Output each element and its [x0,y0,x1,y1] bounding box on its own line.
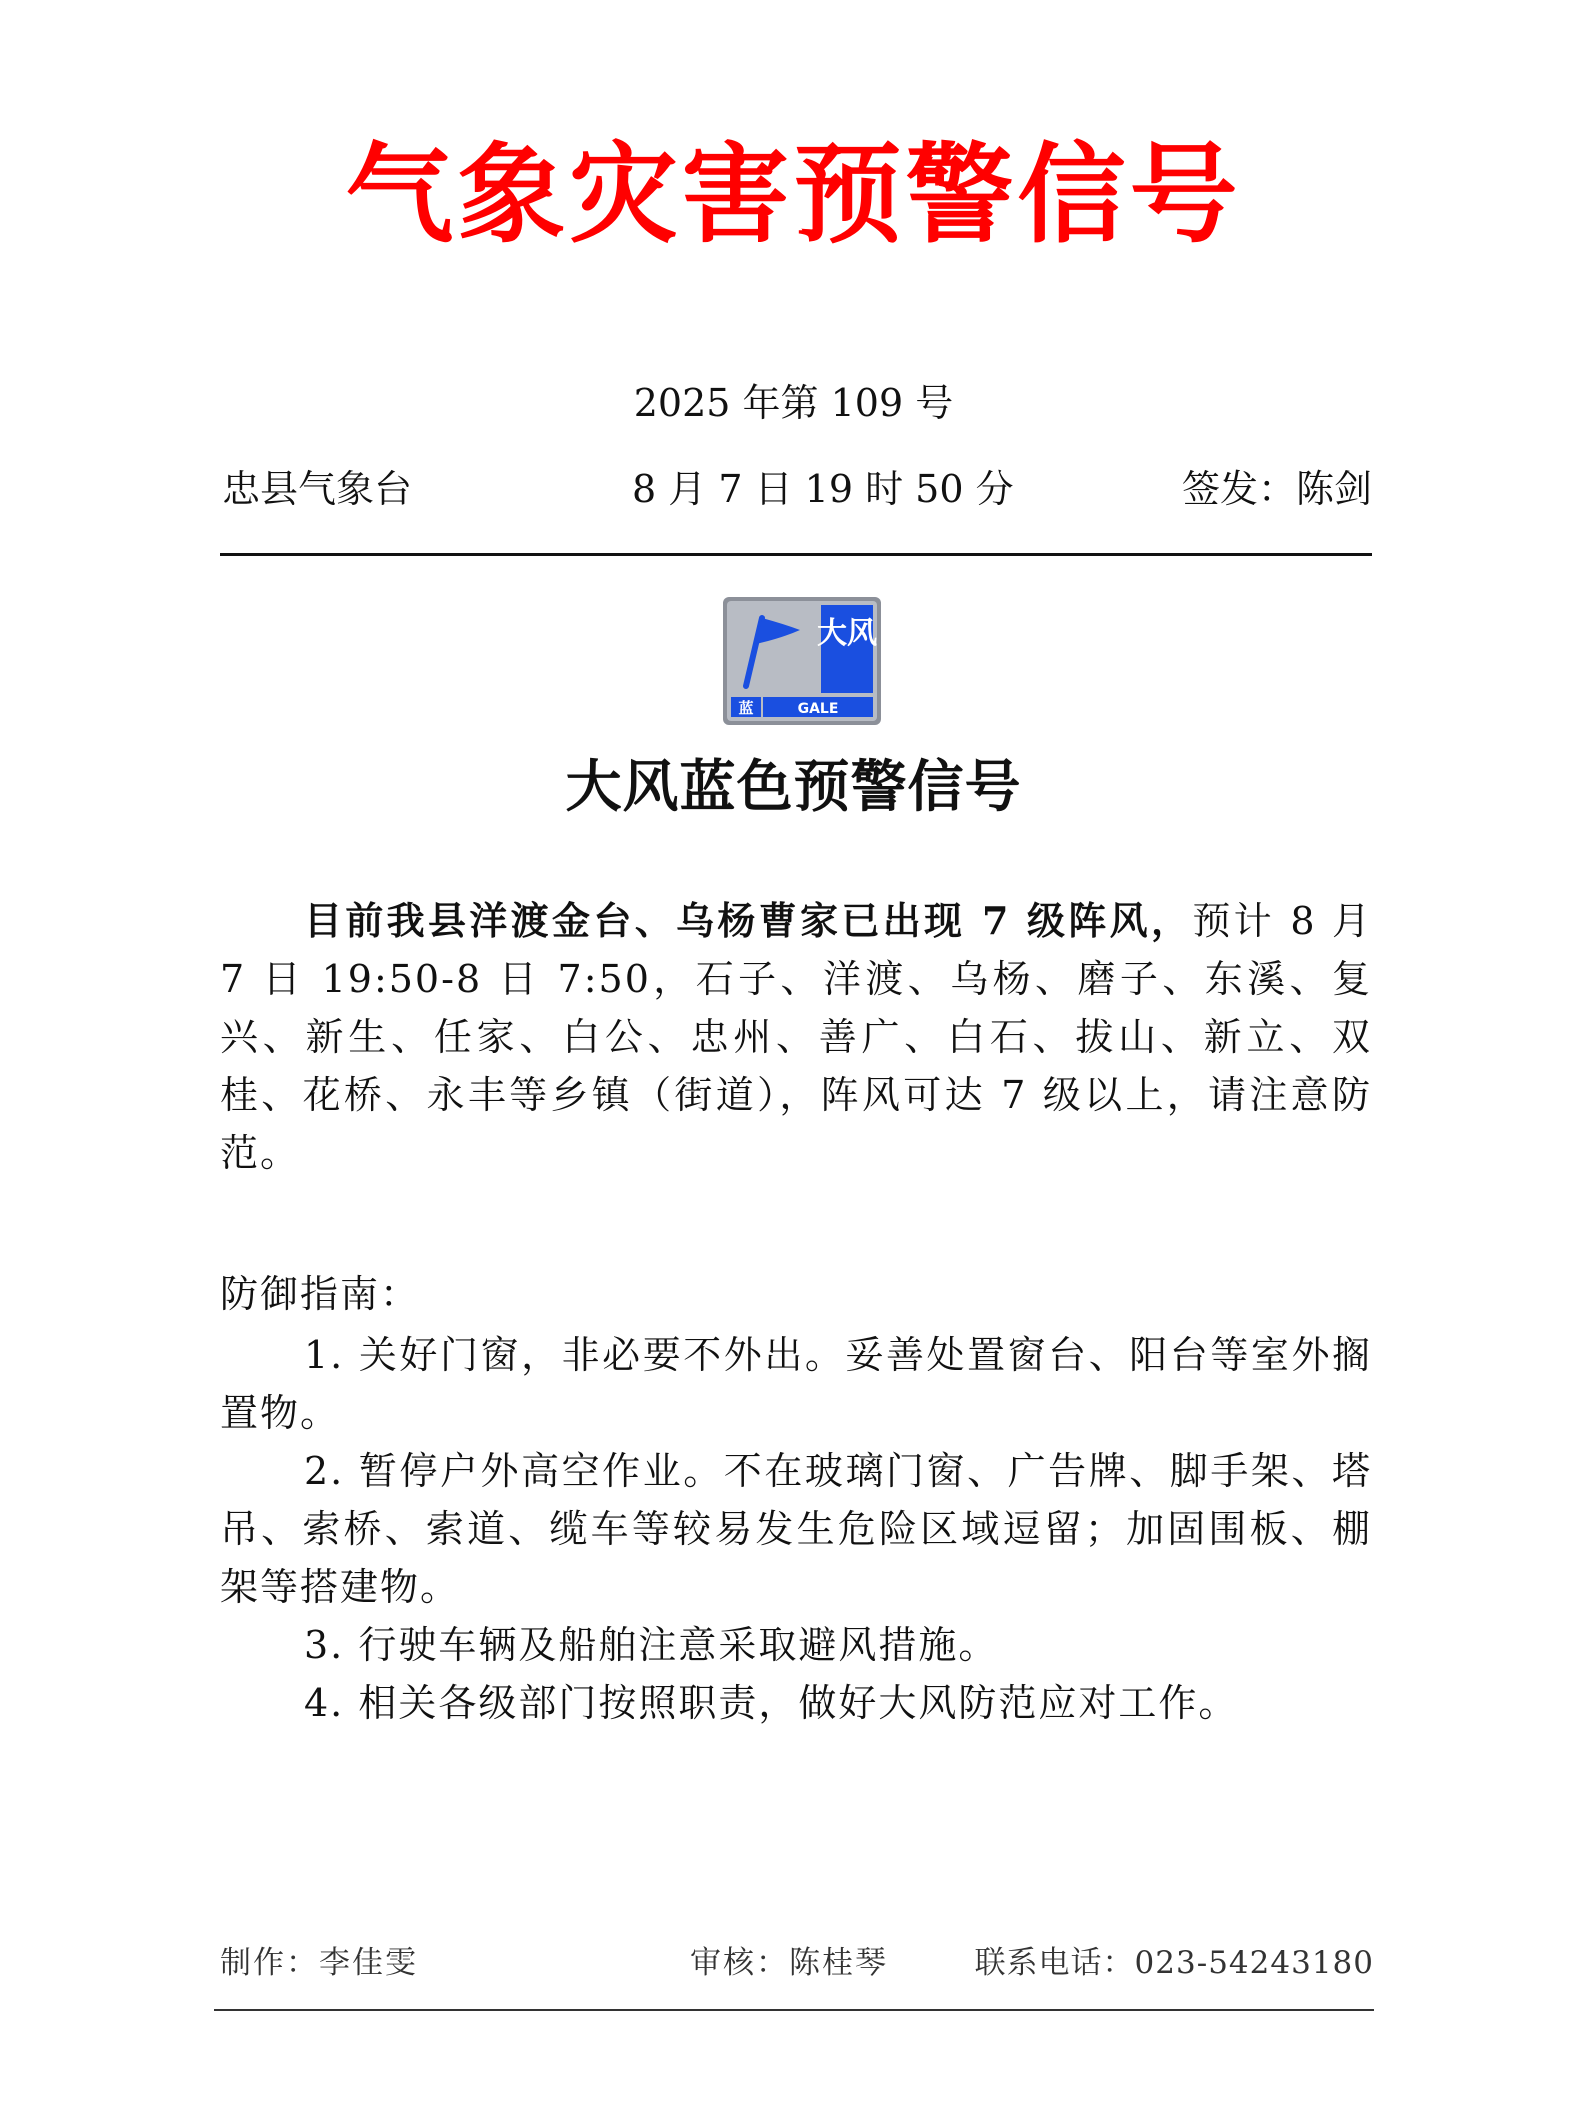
alert-lead: 目前我县洋渡金台、乌杨曹家已出现 7 级阵风， [304,898,1193,943]
guide-item: 2. 暂停户外高空作业。不在玻璃门窗、广告牌、脚手架、塔吊、索桥、索道、缆车等较易发生危险区域逗留；加固围板、棚架等搭建物。 [220,1449,1372,1609]
issue-meta-row [222,464,1372,514]
signer: 签发：陈剑 [1181,467,1372,511]
producer: 制作：李佳雯 [220,1945,418,1981]
guide-item: 4. 相关各级部门按照职责，做好大风防范应对工作。 [304,1681,1239,1725]
alert-paragraph [220,892,1372,1182]
alert-text: 预计 8 月 7 日 19:50-8 日 7:50，石子、洋渡、乌杨、磨子、东溪、复兴、新生、任家、白公、忠州、善广、白石、拔山、新立、双桂、花桥、永丰等乡镇（街道），阵风可达 7 级以上，请注意防范。 [220,899,1372,1175]
signal-title: 大风蓝色预警信号 [565,754,1022,820]
issuer: 忠县气象台 [222,467,413,511]
footer-divider [214,2009,1374,2011]
guide-item: 1. 关好门窗，非必要不外出。妥善处置窗台、阳台等室外搁置物。 [220,1333,1372,1435]
svg-text:蓝: 蓝 [738,699,754,717]
guide-heading: 防御指南： [220,1272,421,1316]
issue-number: 2025 年第 109 号 [633,381,954,425]
footer-row [220,1940,1374,1986]
guide-item: 3. 行驶车辆及船舶注意采取避风措施。 [304,1623,999,1667]
document-title: 气象灾害预警信号 [345,132,1242,258]
svg-text:GALE: GALE [797,701,839,717]
reviewer: 审核：陈桂琴 [690,1945,888,1981]
svg-text:大风: 大风 [817,616,877,651]
contact-phone: 联系电话：023-54243180 [974,1945,1374,1981]
guide-list [220,1326,1372,1732]
header-divider [220,553,1372,556]
gale-blue-warning-icon [722,596,882,726]
issue-time: 8 月 7 日 19 时 50 分 [632,467,1014,511]
